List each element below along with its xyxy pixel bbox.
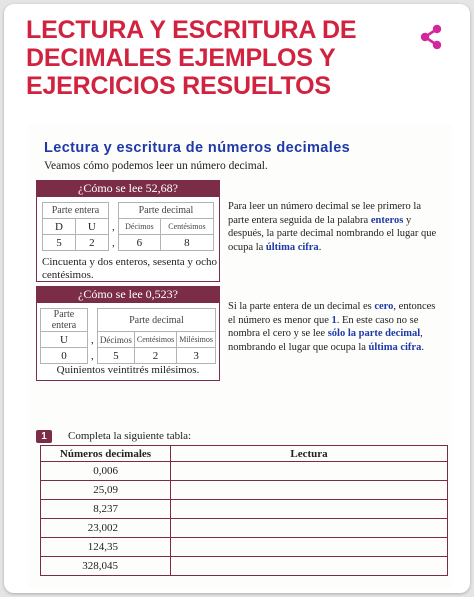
decimal-number: 124,35	[41, 538, 171, 557]
table-row	[41, 538, 448, 557]
digit-cell: 5	[97, 348, 134, 364]
para-bold: cero	[374, 301, 394, 312]
page-title: LECTURA Y ESCRITURA DE DECIMALES EJEMPLOS Y EJERCICIOS RESUELTOS	[26, 16, 357, 100]
col-header: U	[75, 219, 108, 235]
para-text: Si la parte entera de un decimal es	[228, 301, 375, 312]
para-bold: 1	[331, 314, 337, 326]
exercise-table	[40, 445, 448, 576]
explanation-paragraph-2	[228, 300, 444, 354]
digit-cell: 5	[43, 235, 76, 251]
digit-cell: 0	[41, 348, 88, 364]
group-right-header: Parte decimal	[97, 309, 215, 332]
decimal-number: 8,237	[41, 500, 171, 519]
col-header-reading: Lectura	[171, 446, 448, 462]
col-header: Décimos	[97, 332, 134, 348]
explanation-paragraph-1	[228, 200, 444, 254]
share-icon	[416, 22, 446, 52]
para-bold: enteros	[370, 214, 404, 226]
col-header: Centésimos	[134, 332, 176, 348]
col-header-numbers: Números decimales	[41, 446, 171, 462]
col-header: Décimos	[118, 219, 160, 235]
digit-cell: 8	[160, 235, 213, 251]
decimal-number: 328,045	[41, 557, 171, 576]
table-row	[41, 462, 448, 481]
digit-cell: 2	[75, 235, 108, 251]
reading-cell	[171, 500, 448, 519]
reading-cell	[171, 538, 448, 557]
example1-place-value-table	[42, 202, 214, 251]
example1-question: ¿Cómo se lee 52,68?	[36, 180, 220, 197]
exercise-number-badge: 1	[36, 430, 52, 443]
col-header: ,	[87, 332, 97, 348]
para-bold: última cifra	[265, 241, 319, 253]
comma-spacer	[108, 203, 118, 219]
col-header: Milésimos	[177, 332, 216, 348]
decimal-number: 23,002	[41, 519, 171, 538]
reading-cell	[171, 462, 448, 481]
digit-cell: ,	[87, 348, 97, 364]
para-bold: sólo la parte decimal	[327, 328, 421, 339]
group-right-header: Parte decimal	[118, 203, 213, 219]
reading-cell	[171, 519, 448, 538]
group-left-header: Parte entera	[43, 203, 109, 219]
example1-reading: Cincuenta y dos enteros, sesenta y ocho centésimos.	[42, 256, 218, 281]
para-text: .	[318, 241, 322, 253]
col-header: U	[41, 332, 88, 348]
digit-cell: 2	[134, 348, 176, 364]
article-card	[4, 4, 470, 593]
decimal-number: 0,006	[41, 462, 171, 481]
comma-spacer	[87, 309, 97, 332]
example2-place-value-table	[40, 308, 216, 364]
worksheet-image	[28, 124, 452, 588]
col-header: Centésimos	[160, 219, 213, 235]
table-row	[41, 557, 448, 576]
para-text: .	[421, 341, 424, 353]
exercise-instruction: Completa la siguiente tabla:	[68, 430, 192, 442]
group-left-header: Parte entera	[41, 309, 88, 332]
col-header: ,	[108, 219, 118, 235]
digit-cell: 3	[177, 348, 216, 364]
section-intro: Veamos cómo podemos leer un número decimal.	[44, 160, 268, 172]
decimal-number: 25,09	[41, 481, 171, 500]
para-text: . En este caso no se nombra el cero y se lee	[228, 314, 419, 339]
digit-cell: 6	[118, 235, 160, 251]
table-row	[41, 481, 448, 500]
digit-cell: ,	[108, 235, 118, 251]
para-text: Para leer un número decimal se lee primero la parte entera seguida de la palabra	[228, 201, 421, 226]
para-text: , nombrando el lugar que ocupa la	[228, 328, 423, 353]
table-row	[41, 519, 448, 538]
section-title: Lectura y escritura de números decimales	[44, 140, 351, 156]
example2-reading: Quinientos veintitrés milésimos.	[56, 364, 200, 376]
reading-cell	[171, 481, 448, 500]
col-header: D	[43, 219, 76, 235]
table-row	[41, 500, 448, 519]
reading-cell	[171, 557, 448, 576]
para-bold: última cifra	[368, 341, 422, 353]
share-button[interactable]	[416, 22, 446, 52]
para-text: , entonces el número es menor que	[228, 301, 436, 326]
para-text: y después, la parte decimal nombrando el lugar que ocupa la	[228, 214, 437, 253]
example2-question: ¿Cómo se lee 0,523?	[36, 286, 220, 303]
